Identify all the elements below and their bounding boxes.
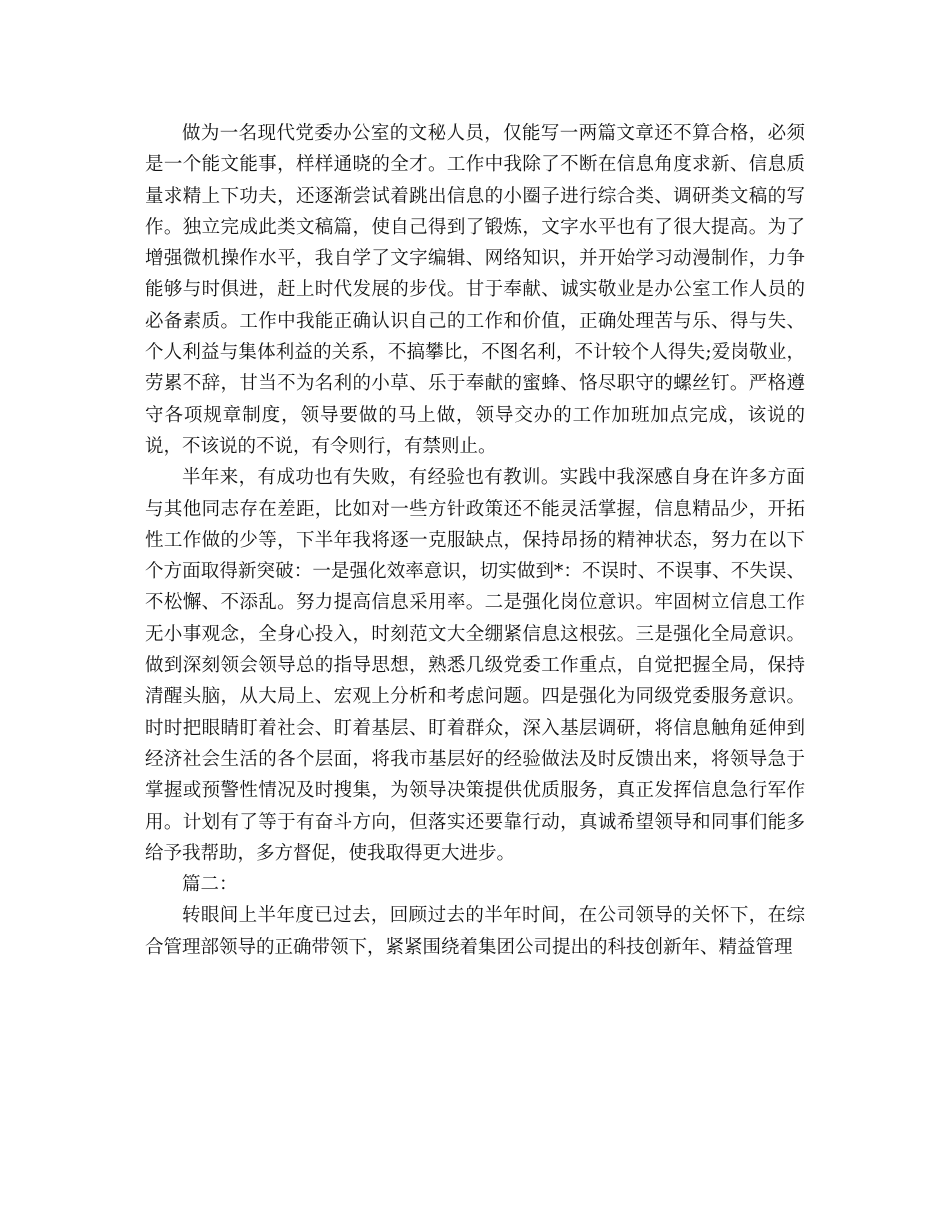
document-body xyxy=(145,118,805,963)
paragraph-1: 做为一名现代党委办公室的文秘人员，仅能写一两篇文章还不算合格，必须是一个能文能事，样样通晓的全才。工作中我除了不断在信息角度求新、信息质量求精上下功夫，还逐渐尝试着跳出信息的小圈子进行综合类、调研类文稿的写作。独立完成此类文稿篇，使自己得到了锻炼，文字水平也有了很大提高。为了增强微机操作水平，我自学了文字编辑、网络知识，并开始学习动漫制作，力争能够与时俱进，赶上时代发展的步伐。甘于奉献、诚实敬业是办公室工作人员的必备素质。工作中我能正确认识自己的工作和价值，正确处理苦与乐、得与失、个人利益与集体利益的关系，不搞攀比，不图名利，不计较个人得失;爱岗敬业，劳累不辞，甘当不为名利的小草、乐于奉献的蜜蜂、恪尽职守的螺丝钉。严格遵守各项规章制度，领导要做的马上做，领导交办的工作加班加点完成，该说的说，不该说的不说，有令则行，有禁则止。 xyxy=(145,123,805,457)
paragraph-3: 转眼间上半年度已过去，回顾过去的半年时间，在公司领导的关怀下，在综合管理部领导的正确带领下，紧紧围绕着集团公司提出的科技创新年、精益管理 xyxy=(145,905,805,958)
section-heading: 篇二： xyxy=(182,874,238,896)
paragraph-2: 半年来，有成功也有失败，有经验也有教训。实践中我深感自身在许多方面与其他同志存在差距，比如对一些方针政策还不能灵活掌握，信息精品少，开拓性工作做的少等，下半年我将逐一克服缺点，保持昂扬的精神状态，努力在以下个方面取得新突破：一是强化效率意识，切实做到*：不误时、不误事、不失误、不松懈、不添乱。努力提高信息采用率。二是强化岗位意识。牢固树立信息工作无小事观念，全身心投入，时刻范文大全绷紧信息这根弦。三是强化全局意识。做到深刻领会领导总的指导思想，熟悉几级党委工作重点，自觉把握全局，保持清醒头脑，从大局上、宏观上分析和考虑问题。四是强化为同级党委服务意识。时时把眼睛盯着社会、盯着基层、盯着群众，深入基层调研，将信息触角延伸到经济社会生活的各个层面，将我市基层好的经验做法及时反馈出来，将领导急于掌握或预警性情况及时搜集，为领导决策提供优质服务，真正发挥信息急行军作用。计划有了等于有奋斗方向，但落实还要靠行动，真诚希望领导和同事们能多给予我帮助，多方督促，使我取得更大进步。 xyxy=(145,467,805,864)
